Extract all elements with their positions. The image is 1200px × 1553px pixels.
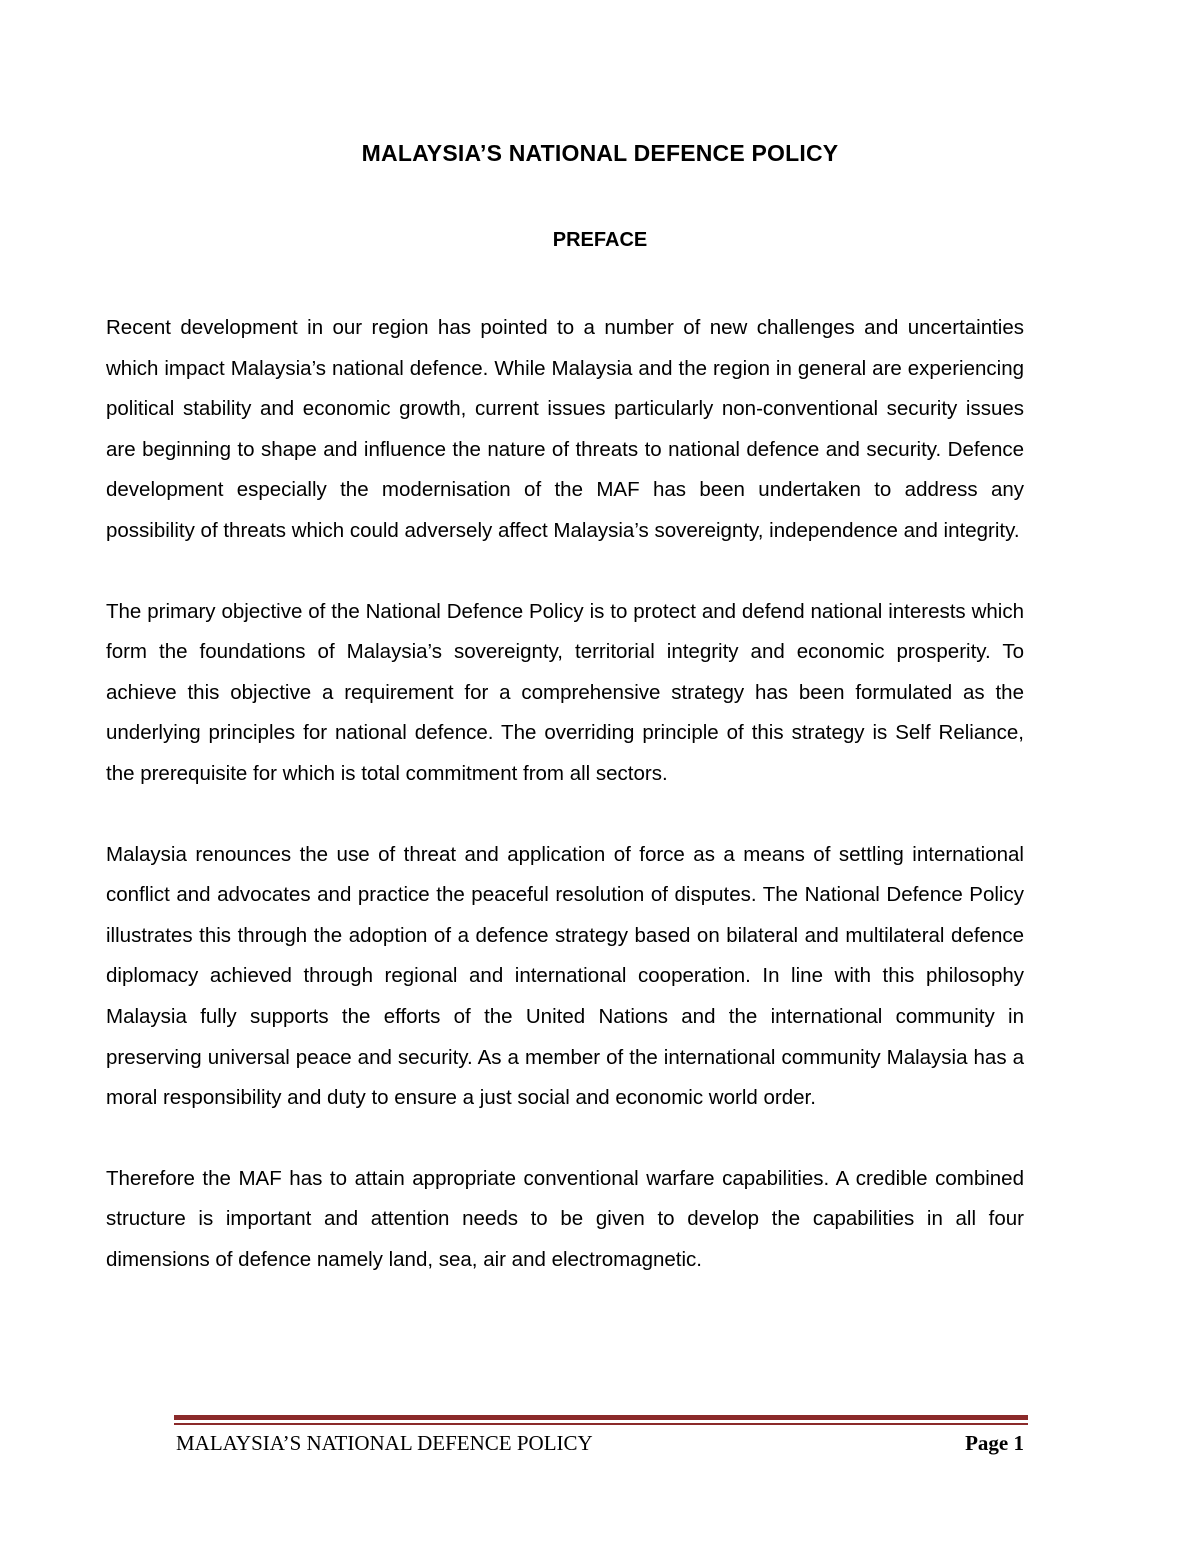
- footer-rule-thick: [174, 1415, 1028, 1420]
- document-title: MALAYSIA’S NATIONAL DEFENCE POLICY: [361, 140, 839, 166]
- paragraph-3: Malaysia renounces the use of threat and application of force as a means of settling international conflict and advocates and practice the peaceful resolution of disputes. The National Defence Policy illustrates this through the adoption of a defence strategy based on bilateral and multilateral defence diplomacy achieved through regional and international cooperation. In line with this philosophy Malaysia fully supports the efforts of the United Nations and the international community in preserving universal peace and security. As a member of the international community Malaysia has a moral responsibility and duty to ensure a just social and economic world order.: [106, 842, 1024, 1110]
- paragraph-4: Therefore the MAF has to attain appropriate conventional warfare capabilities. A credible combined structure is important and attention needs to be given to develop the capabilities in all four dimensions of defence namely land, sea, air and electromagnetic.: [106, 1166, 1024, 1271]
- paragraph-2: The primary objective of the National Defence Policy is to protect and defend national interests which form the foundations of Malaysia’s sovereignty, territorial integrity and economic prosperity. To achieve this objective a requirement for a comprehensive strategy has been formulated as the underlying principles for national defence. The overriding principle of this strategy is Self Reliance, the prerequisite for which is total commitment from all sectors.: [106, 599, 1024, 785]
- footer-rule-thin: [174, 1423, 1028, 1425]
- footer-running-title: MALAYSIA’S NATIONAL DEFENCE POLICY: [176, 1431, 593, 1455]
- section-heading: PREFACE: [552, 229, 648, 251]
- paragraph-1: Recent development in our region has pointed to a number of new challenges and uncertainties which impact Malaysia’s national defence. While Malaysia and the region in general are experiencing political stability and economic growth, current issues particularly non-conventional security issues are beginning to shape and influence the nature of threats to national defence and security. Defence development especially the modernisation of the MAF has been undertaken to address any possibility of threats which could adversely affect Malaysia’s sovereignty, independence and integrity.: [106, 316, 1024, 542]
- footer-page-number: Page 1: [965, 1431, 1024, 1455]
- document-body: [106, 308, 1024, 1320]
